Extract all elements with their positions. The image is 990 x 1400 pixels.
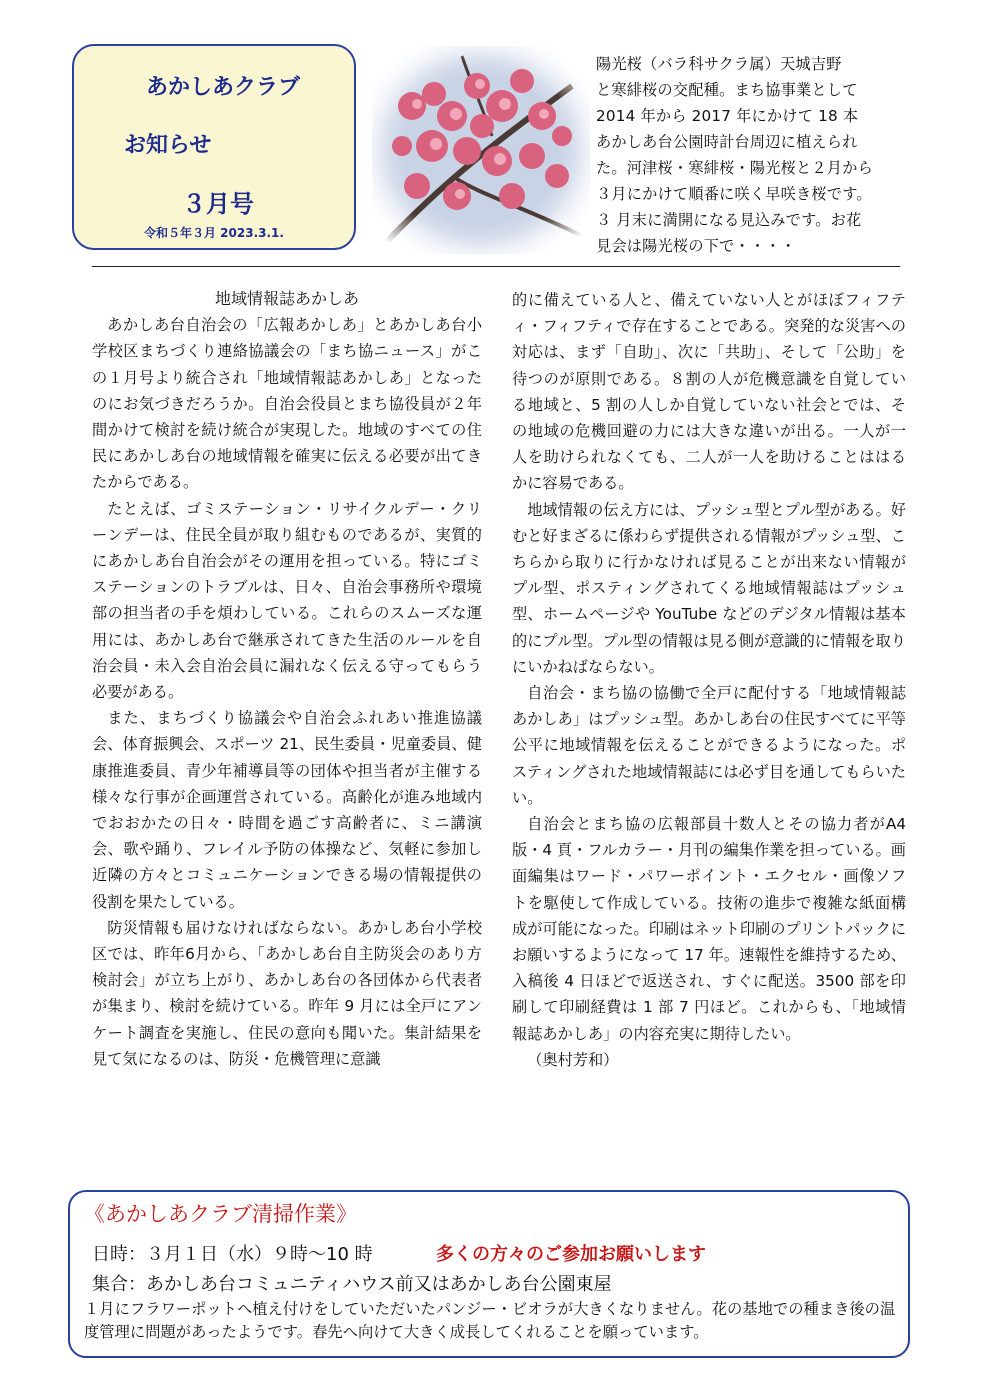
article-heading: 地域情報誌あかしあ (214, 289, 359, 308)
article-left-column (92, 286, 482, 1072)
notice-place: 集合：あかしあ台コミュニティハウス前又はあかしあ台公園東屋 (92, 1274, 612, 1295)
notice-appeal: 多くの方々のご参加お願いします (436, 1244, 706, 1265)
article-author: （奥村芳和） (527, 1050, 619, 1069)
article-paragraph: あかしあ台自治会の「広報あかしあ」とあかしあ台小学校区まちづくり連絡協議会の「まち協ニュース」がこの１月号より統合され「地域情報誌あかしあ」となったのにお気づきだろうか。自治会役員とまち協役員が２年間かけて検討を続け統合が実現した。地域のすべての住民にあかしあ台の地域情報を確実に伝える必要が出てきたからである。 (92, 316, 482, 492)
newsletter-title-box (72, 44, 356, 250)
notice-date: 日時：３月１日（水）９時～10 時 (92, 1244, 373, 1265)
article-paragraph-continued: 的に備えている人と、備えていない人とがほぼフィフティ・フィフティで存在することである。突発的な災害への対応は、まず「自助」、次に「共助」、そして「公助」を待つのが原則である。８割の人が危機意識を自覚している地域と、5 割の人しか自覚していない社会とでは、その地域の危機回避の力には大きな違いが出る。一人が一人を助けられなくても、二人が一人を助けることははるかに容易である。 (512, 291, 906, 493)
cleanup-notice-box (68, 1190, 910, 1358)
club-name: あかしあクラブ (146, 75, 301, 100)
issue-date: 令和５年３月 2023.3.1. (144, 226, 284, 240)
article-right-column (512, 287, 906, 1073)
article-paragraph: 地域情報の伝え方には、プッシュ型とプル型がある。好むと好まざるに係わらず提供される情報がプッシュ型、こちらから取りに行かなければ見ることが出来ない情報がプル型、ポスティングされてくる地域情報誌はプッシュ型、ホームページや YouTube などのデジタル情報は基本的にプル型。プル型の情報は見る側が意識的に情報を取りにいかねばならない。 (512, 500, 906, 676)
article-paragraph: たとえば、ゴミステーション・リサイクルデー・クリーンデーは、住民全員が取り組むものであるが、実質的にあかしあ台自治会がその運用を担っている。特にゴミステーションのトラブルは、日々、自治会事務所や環境部の担当者の手を煩わしている。これらのスムーズな運用には、あかしあ台で継承されてきた生活のルールを自治会員・未入会自治会員に漏れなく伝える守ってもらう必要がある。 (92, 499, 482, 702)
notice-title: 《あかしあクラブ清掃作業》 (84, 1202, 357, 1226)
sakura-blossom-photo (372, 46, 590, 254)
sakura-description: 陽光桜（バラ科サクラ属）天城吉野 と寒緋桜の交配種。まち協事業として 2014 年から 2017 年にかけて 18 本 あかしあ台公園時計台周辺に植えられ た。河津桜・寒緋桜・陽光桜と２月から ３月にかけて順番に咲く早咲き桜です。 ３ 月末に満開になる見込みです。お花 見会は陽光桜の下で・・・・ (596, 55, 873, 255)
article-paragraph: 自治会・まち協の協働で全戸に配付する「地域情報誌あかしあ」はプッシュ型。あかしあ台の住民すべてに平等公平に地域情報を伝えることができるようになった。ポスティングされた地域情報誌には必ず目を通してもらいたい。 (512, 684, 906, 807)
article-paragraph: 防災情報も届けなければならない。あかしあ台小学校区では、昨年6月から、「あかしあ台自主防災会のあり方検討会」が立ち上がり、あかしあ台の各団体から代表者が集まり、検討を続けている。昨年 9 月には全戸にアンケート調査を実施し、住民の意向も聞いた。集計結果を見て気になるのは、防災・危機管理に意識 (92, 918, 482, 1068)
notice-label: お知らせ (124, 133, 212, 158)
header-divider (92, 266, 900, 267)
notice-body: １月にフラワーポットへ植え付けをしていただいたパンジー・ビオラが大きくなりません。花の基地での種まき後の温度管理に問題があったようです。春先へ向けて大きく成長してくれることを願っています。 (84, 1300, 896, 1341)
article-paragraph: また、まちづくり協議会や自治会ふれあい推進協議会、体育振興会、スポーツ 21、民生委員・児童委員、健康推進委員、青少年補導員等の団体や担当者が主催する様々な行事が企画運営されている。高齢化が進み地域内でおおかたの日々・時間を過ごす高齢者に、ミニ講演会、歌や踊り、フレイル予防の体操など、気軽に参加し近隣の方々とコミュニケーションできる場の情報提供の役割を果たしている。 (92, 709, 482, 911)
issue-label: ３月号 (182, 190, 254, 218)
article-paragraph: 自治会とまち協の広報部員十数人とその協力者がA4 版・4 頁・フルカラー・月刊の編集作業を担っている。画面編集はワード・パワーポイント・エクセル・画像ソフトを駆使して作成している。技術の進歩で複雑な紙面構成が可能になった。印刷はネット印刷のプリントパックにお願いするようになって 17 年。速報性を維持するため、入稿後 4 日ほどで返送され、すぐに配送。3500 部を印刷して印刷経費は 1 部 7 円ほど。これからも、「地域情報誌あかしあ」の内容充実に期待したい。 (512, 815, 906, 1043)
